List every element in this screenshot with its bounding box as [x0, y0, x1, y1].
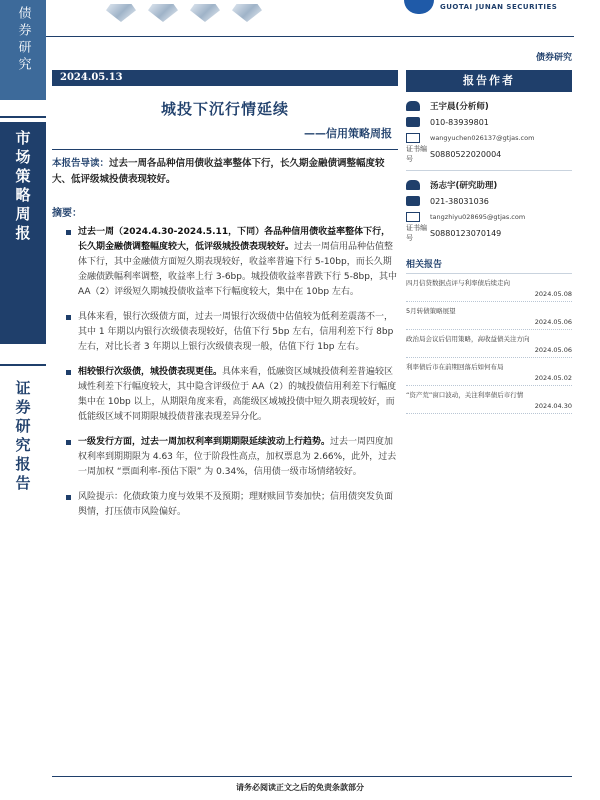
phone-icon [406, 117, 420, 127]
abstract-list [52, 225, 398, 520]
sidebar-doc-class [0, 372, 46, 800]
report-guide [52, 149, 398, 188]
sidebar-report-type [0, 122, 46, 344]
related-reports-label: 相关报告 [406, 257, 572, 274]
bullet-text: 具体来看，银行次级债方面，过去一周银行次级债中估值较为低利差震荡不一，其中 1 年期以内银行次级债表现较好，估值下行 5bp 左右，信用利差下行 8bp 左右，对比长者 3 年期以上银行次级债表现一般，估值下行 1bp 左右。 [78, 312, 394, 352]
author-email[interactable]: wangyuchen026137@gtjas.com [430, 134, 535, 142]
bullet-text: 过去一周信用品种估值整体下行，其中金融债方面短久期表现较好，收益率普遍下行 5-10bp，而长久期金融债跌幅利率调整，收益率上行 3-6bp。城投债收益率普跌下行 5-8bp，其中 AA（2）评级短久期城投债收益率下行幅度较大，集中在 10bp 左右。 [78, 242, 397, 297]
author-panel-heading: 报告作者 [406, 70, 572, 92]
logo-text: GUOTAI JUNAN SECURITIES [440, 3, 558, 11]
list-item [52, 435, 398, 480]
related-report-title[interactable]: 利率债后市在前期回落后如何布局 [406, 363, 504, 371]
doc-type-label: 债券研究 [535, 53, 572, 63]
logo-mark-icon [404, 0, 434, 14]
list-item [52, 225, 398, 300]
related-report-date: 2024.05.06 [534, 318, 572, 326]
bullet-highlight: 过去一周（2024.4.30-2024.5.11，下同）各品种信用债收益率整体下行，长久期金融债调整幅度较大，低评级城投债表现较好。 [78, 227, 391, 252]
header-divider [46, 36, 574, 37]
author-cert-row [406, 225, 572, 241]
related-report-title[interactable]: “资产荒”窗口波动，关注利率债后市行情 [406, 391, 524, 399]
list-item [52, 365, 398, 425]
author-name: 王宇晨(分析师) [430, 102, 489, 112]
related-report-date: 2024.05.06 [534, 346, 572, 354]
cert-label: 证书编号 [406, 224, 427, 242]
sidebar [0, 0, 46, 800]
header-decoration [106, 0, 306, 26]
sidebar-category [0, 0, 46, 100]
list-item [52, 310, 398, 355]
guide-label: 本报告导读： [52, 158, 110, 169]
report-subtitle: ——信用策略周报 [304, 127, 392, 140]
bullet-text: 风险提示：化债政策力度与效果不及预期；理财赎回节奏加快；信用债突发负面舆情，打压债市风险偏好。 [78, 492, 394, 517]
company-logo [404, 0, 574, 14]
phone-icon [406, 196, 420, 206]
author-card [406, 98, 572, 162]
author-phone-row [406, 114, 572, 130]
author-name-row [406, 177, 572, 193]
author-name-row [406, 98, 572, 114]
diamond-icon [106, 4, 136, 22]
related-report-title[interactable]: 政治局会议后信用策略，高收益债关注方向 [406, 335, 530, 343]
footer-divider [52, 776, 572, 777]
bullet-highlight: 相较银行次级债，城投债表现更佳。 [78, 367, 223, 377]
mail-icon [406, 212, 420, 222]
related-report-item[interactable] [406, 278, 572, 302]
sidebar-doc-class-label: 证券研究报告 [13, 380, 32, 494]
bullet-highlight: 一级发行方面，过去一周加权利率到期期限延续波动上行趋势。 [78, 437, 331, 447]
related-report-item[interactable] [406, 334, 572, 358]
diamond-icon [148, 4, 178, 22]
bullet-text: 过去一周四度加权利率到期期限为 4.63 年，位于阶段性高点，加权票息为 2.66%，此外，过去一周加权 “票面利率-预估下限” 为 0.34%，信用债一级市场情绪较好。 [78, 437, 397, 477]
related-report-title[interactable]: 5月转债策略展望 [406, 307, 456, 315]
author-email-row [406, 209, 572, 225]
guide-text: 过去一周各品种信用债收益率整体下行，长久期金融债调整幅度较大、低评级城投债表现较好。 [52, 158, 385, 185]
related-report-title[interactable]: 四月信贷数据点评与利率债后续走向 [406, 279, 510, 287]
author-phone: 010-83939801 [430, 117, 489, 127]
author-cert-row [406, 146, 572, 162]
diamond-icon [232, 4, 262, 22]
cert-label: 证书编号 [406, 145, 427, 163]
author-phone: 021-38031036 [430, 196, 489, 206]
footer-disclaimer: 请务必阅读正文之后的免责条款部分 [236, 783, 364, 792]
report-date: 2024.05.13 [52, 70, 398, 86]
sidebar-category-label: 债券研究 [15, 6, 31, 74]
sidebar-divider [0, 116, 46, 118]
abstract-label: 摘要： [52, 208, 82, 219]
author-email-row [406, 130, 572, 146]
person-icon [406, 101, 420, 111]
related-report-date: 2024.05.08 [534, 290, 572, 298]
related-report-item[interactable] [406, 362, 572, 386]
bullet-text: 具体来看，低融资区域城投债利差普遍较区域性利差下行幅度较大，其中隐含评级位于 AA（2）的城投债信用利差下行幅度集中在 10bp 以上，从期限角度来看，高能级区域城投债中短久期表现较好，而低能级区域不同期限城投债普涨表现差异分化。 [78, 367, 397, 422]
related-report-date: 2024.05.02 [534, 374, 572, 382]
sidebar-divider [0, 364, 46, 366]
related-report-item[interactable] [406, 306, 572, 330]
report-title: 城投下沉行情延续 [160, 100, 289, 118]
main-content [52, 70, 398, 530]
related-report-item[interactable] [406, 390, 572, 414]
mail-icon [406, 133, 420, 143]
related-report-date: 2024.04.30 [534, 402, 572, 410]
page-header [46, 0, 600, 63]
person-icon [406, 180, 420, 190]
author-card [406, 177, 572, 241]
diamond-icon [190, 4, 220, 22]
author-email[interactable]: tangzhiyu028695@gtjas.com [430, 213, 526, 221]
author-cert: S0880522020004 [430, 149, 502, 159]
author-panel [406, 70, 572, 414]
author-divider [406, 170, 572, 171]
list-item [52, 490, 398, 520]
sidebar-report-type-label: 市场策略周报 [13, 130, 32, 244]
author-name: 汤志宇(研究助理) [430, 181, 498, 191]
author-phone-row [406, 193, 572, 209]
author-cert: S0880123070149 [430, 228, 502, 238]
